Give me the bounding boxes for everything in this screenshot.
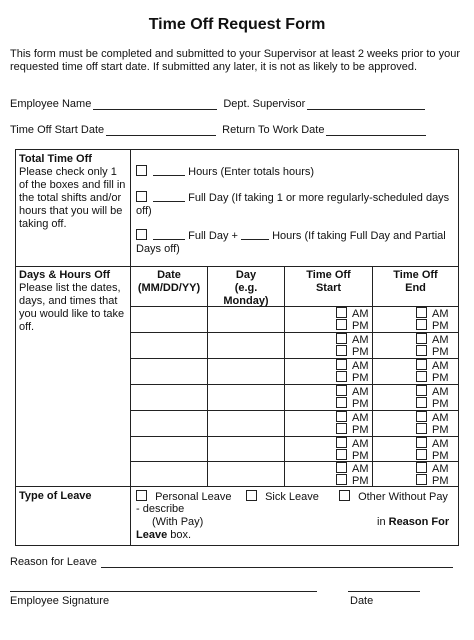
time-am-label: AM [432,412,449,424]
time-end-pm-checkbox[interactable] [416,371,427,382]
days-hours-heading: Days & Hours Off [19,269,111,281]
time-start-am-checkbox[interactable] [336,411,347,422]
time-am-label: AM [432,360,449,372]
option-full-day-label: Full Day (If taking 1 or more regularly-scheduled days [188,192,450,204]
employee-name-label: Employee Name [10,98,92,110]
type-of-leave-heading: Type of Leave [19,490,92,502]
time-end-pm-option [416,319,449,333]
time-start-pm-option [336,474,369,488]
time-am-label: AM [352,308,369,320]
time-pm-label: PM [432,398,449,410]
reason-field[interactable] [101,556,453,568]
option-full-partial-checkbox[interactable] [136,229,147,240]
col-start-label-2: Start [315,282,342,294]
leave-box-word: box. [170,529,192,541]
leave-reason-for-label: Reason For [388,516,450,528]
time-start-pm-checkbox[interactable] [336,449,347,460]
time-start-pm-checkbox[interactable] [336,371,347,382]
time-pm-label: PM [352,450,369,462]
employee-name-row [10,98,425,110]
leave-describe: - describe [136,503,185,515]
time-pm-label: PM [352,398,369,410]
time-end-pm-checkbox[interactable] [416,449,427,460]
reason-label: Reason for Leave [10,556,97,568]
leave-personal-label: Personal Leave [155,491,232,503]
time-pm-label: PM [432,346,449,358]
time-end-am-checkbox[interactable] [416,307,427,318]
time-pm-label: PM [352,320,369,332]
time-end-pm-option [416,371,449,385]
col-day-example-2: Monday) [223,295,269,307]
full-day-blank[interactable] [153,191,185,202]
time-end-am-checkbox[interactable] [416,359,427,370]
time-pm-label: PM [432,450,449,462]
time-end-am-checkbox[interactable] [416,333,427,344]
return-date-label: Return To Work Date [222,124,325,136]
full-partial-days-blank[interactable] [153,229,185,240]
col-start-header [285,269,372,295]
time-start-pm-option [336,319,369,333]
option-hours [136,165,314,179]
leave-other [339,490,448,504]
leave-with-pay: (With Pay) [152,516,204,528]
total-time-off-instructions: Please check only 1 of the boxes and fill in the total shifts and/or hours that you will be taking off. [19,166,126,230]
time-am-label: AM [352,463,369,475]
col-day-example-1: (e.g. [234,282,258,294]
leave-other-label: Other Without Pay [358,491,448,503]
option-hours-checkbox[interactable] [136,165,147,176]
leave-other-checkbox[interactable] [339,490,350,501]
partial-hours-blank[interactable] [241,229,269,240]
time-end-pm-option [416,449,449,463]
time-start-am-checkbox[interactable] [336,462,347,473]
time-start-pm-checkbox[interactable] [336,474,347,485]
option-full-partial-label-a: Full Day + [188,230,238,242]
time-start-pm-checkbox[interactable] [336,423,347,434]
col-day-header [208,269,284,308]
time-start-am-checkbox[interactable] [336,307,347,318]
date-label: Date [350,595,374,607]
total-time-off-heading: Total Time Off [19,153,92,165]
date-line[interactable] [348,591,420,592]
option-full-day-label-2: off) [136,205,152,217]
option-full-day [136,191,456,218]
time-am-label: AM [352,438,369,450]
time-end-am-checkbox[interactable] [416,437,427,448]
time-start-am-checkbox[interactable] [336,333,347,344]
time-am-label: AM [432,308,449,320]
time-start-pm-option [336,449,369,463]
leave-sick-label: Sick Leave [265,491,319,503]
col-end-header [373,269,458,295]
dates-row [10,124,426,136]
time-end-pm-option [416,423,449,437]
time-end-am-checkbox[interactable] [416,462,427,473]
leave-in-label: in [377,516,386,528]
start-date-label: Time Off Start Date [10,124,105,136]
option-full-partial-label-c: Days off) [136,243,180,255]
time-start-am-checkbox[interactable] [336,385,347,396]
leave-word: Leave [136,529,168,541]
form-title: Time Off Request Form [148,16,326,33]
time-pm-label: PM [352,424,369,436]
leave-sick-checkbox[interactable] [246,490,257,501]
leave-box-note [136,529,191,542]
col-date-header [131,269,207,295]
dept-supervisor-label: Dept. Supervisor [223,98,306,110]
time-start-pm-option [336,423,369,437]
time-am-label: AM [352,412,369,424]
signature-line[interactable] [10,591,317,592]
form-intro: This form must be completed and submitted to your Supervisor at least 2 weeks prior to your requested time off start date. If submitted any later, it is not as likely to be approved. [10,48,460,73]
time-end-pm-checkbox[interactable] [416,397,427,408]
time-pm-label: PM [432,372,449,384]
time-end-am-checkbox[interactable] [416,385,427,396]
time-start-pm-option [336,371,369,385]
time-pm-label: PM [352,346,369,358]
employee-name-field[interactable] [93,98,217,110]
time-pm-label: PM [432,475,449,487]
option-full-partial [136,229,456,256]
time-start-pm-option [336,345,369,359]
time-end-pm-option [416,474,449,488]
time-start-am-checkbox[interactable] [336,359,347,370]
time-am-label: AM [432,438,449,450]
time-end-pm-option [416,345,449,359]
leave-personal-checkbox[interactable] [136,490,147,501]
reason-row [10,556,453,568]
time-am-label: AM [352,360,369,372]
option-full-partial-label-b: Hours (If taking Full Day and Partial [272,230,446,242]
leave-reason-for [377,516,449,529]
hours-blank[interactable] [153,165,185,176]
col-end-label-2: End [405,282,426,294]
dept-supervisor-field[interactable] [307,98,425,110]
leave-personal [136,490,232,504]
col-end-label-1: Time Off [393,269,438,281]
col-day-label: Day [235,269,257,281]
time-pm-label: PM [352,372,369,384]
time-end-pm-checkbox[interactable] [416,345,427,356]
time-start-pm-checkbox[interactable] [336,397,347,408]
col-start-label-1: Time Off [306,269,351,281]
time-pm-label: PM [352,475,369,487]
time-start-pm-checkbox[interactable] [336,345,347,356]
option-full-day-checkbox[interactable] [136,191,147,202]
time-end-pm-checkbox[interactable] [416,474,427,485]
days-hours-instructions: Please list the dates, days, and times that you would like to take off. [19,282,125,333]
time-am-label: AM [352,386,369,398]
option-hours-label: Hours (Enter totals hours) [188,166,315,178]
time-start-pm-option [336,397,369,411]
leave-sick [246,490,319,504]
time-pm-label: PM [432,320,449,332]
time-end-pm-checkbox[interactable] [416,423,427,434]
time-am-label: AM [432,386,449,398]
start-date-field[interactable] [106,124,216,136]
time-am-label: AM [432,463,449,475]
time-start-am-checkbox[interactable] [336,437,347,448]
time-end-pm-checkbox[interactable] [416,319,427,330]
col-date-format: (MM/DD/YY) [137,282,201,294]
signature-label: Employee Signature [10,595,110,607]
return-date-field[interactable] [326,124,426,136]
time-start-pm-checkbox[interactable] [336,319,347,330]
time-am-label: AM [352,334,369,346]
time-am-label: AM [432,334,449,346]
time-end-pm-option [416,397,449,411]
col-date-label: Date [157,269,181,281]
time-end-am-checkbox[interactable] [416,411,427,422]
time-pm-label: PM [432,424,449,436]
